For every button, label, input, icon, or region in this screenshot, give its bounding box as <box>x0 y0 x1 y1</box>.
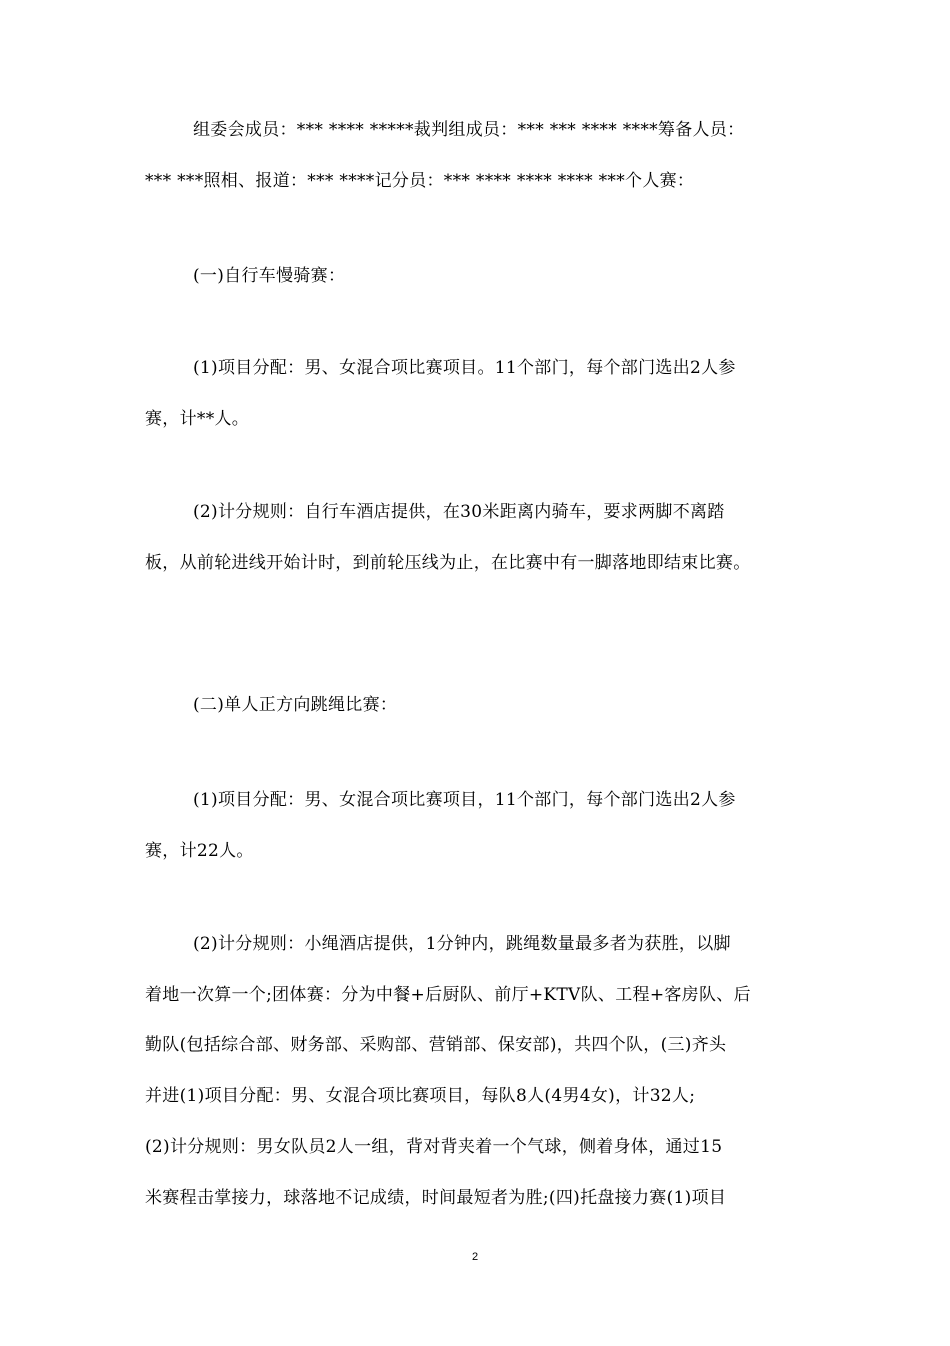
section2-item2-line2: 着地一次算一个;团体赛：分为中餐+后厨队、前厅+KTV队、工程+客房队、后 <box>145 985 751 1005</box>
staff-line-2: *** ***照相、报道：*** ****记分员：*** **** **** **** ***个人赛： <box>145 171 695 191</box>
page-number: 2 <box>471 1251 479 1263</box>
section2-item2-line6: 米赛程击掌接力，球落地不记成绩，时间最短者为胜;(四)托盘接力赛(1)项目 <box>145 1188 727 1208</box>
staff-line-1: 组委会成员：*** **** *****裁判组成员：*** *** **** ****筹备人员： <box>193 120 745 140</box>
section2-item1-line1: (1)项目分配：男、女混合项比赛项目，11个部门，每个部门选出2人参 <box>193 790 736 810</box>
section2-item2-line3: 勤队(包括综合部、财务部、采购部、营销部、保安部)，共四个队，(三)齐头 <box>145 1035 727 1055</box>
section1-item1-line1: (1)项目分配：男、女混合项比赛项目。11个部门，每个部门选出2人参 <box>193 358 736 378</box>
section1-heading: (一)自行车慢骑赛： <box>193 266 346 286</box>
section1-item1-line2: 赛，计**人。 <box>145 409 250 429</box>
section2-heading: (二)单人正方向跳绳比赛： <box>193 695 398 715</box>
section2-item1-line2: 赛，计22人。 <box>145 841 254 861</box>
section1-item2-line2: 板，从前轮进线开始计时，到前轮压线为止，在比赛中有一脚落地即结束比赛。 <box>145 553 751 573</box>
section2-item2-line4: 并进(1)项目分配：男、女混合项比赛项目，每队8人(4男4女)，计32人; <box>145 1086 696 1106</box>
section1-item2-line1: (2)计分规则：自行车酒店提供，在30米距离内骑车，要求两脚不离踏 <box>193 502 725 522</box>
section2-item2-line5: (2)计分规则：男女队员2人一组，背对背夹着一个气球，侧着身体，通过15 <box>145 1137 723 1157</box>
section2-item2-line1: (2)计分规则：小绳酒店提供，1分钟内，跳绳数量最多者为获胜，以脚 <box>193 934 731 954</box>
